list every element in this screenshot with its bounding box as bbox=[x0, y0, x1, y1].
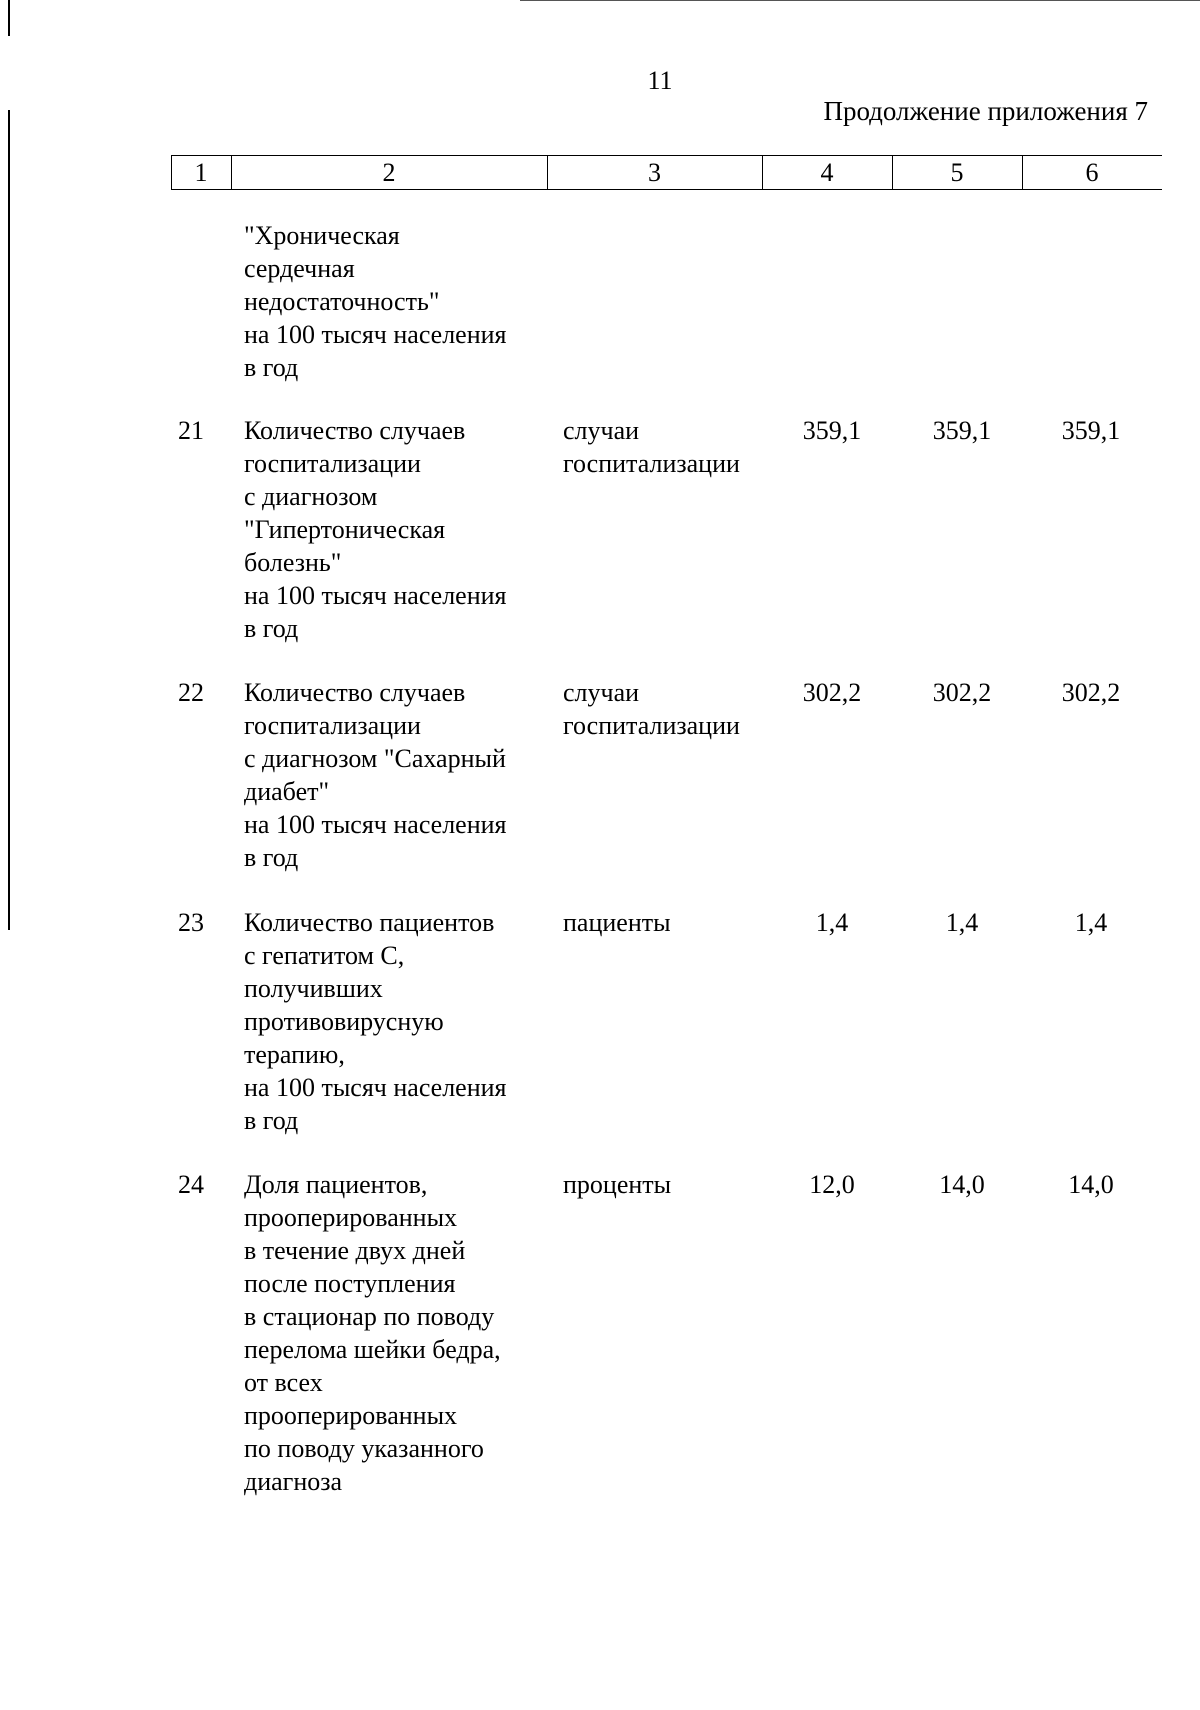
unit-text: пациенты bbox=[563, 908, 671, 937]
indicator-text: Количество случаев госпитализации с диагнозом "Гипертоническая болезнь" на 100 тысяч населения в год bbox=[244, 416, 507, 643]
unit-text: проценты bbox=[563, 1170, 672, 1199]
scan-edge-mark-top bbox=[8, 0, 10, 36]
scan-top-line bbox=[520, 0, 1200, 1]
indicator-text: "Хроническая сердечная недостаточность" на 100 тысяч населения в год bbox=[244, 221, 507, 382]
value-col-5: 302,2 bbox=[932, 678, 992, 707]
value-col-5: 1,4 bbox=[945, 908, 979, 937]
value-col-6: 14,0 bbox=[1068, 1170, 1114, 1199]
unit-text: случаи госпитализации bbox=[563, 416, 740, 478]
value-col-4: 12,0 bbox=[809, 1170, 855, 1199]
row-number: 24 bbox=[178, 1170, 204, 1199]
appendix-continuation-title: Продолжение приложения 7 bbox=[823, 96, 1148, 126]
value-col-6: 1,4 bbox=[1074, 908, 1108, 937]
header-col-2: 2 bbox=[382, 158, 396, 187]
value-col-6: 302,2 bbox=[1061, 678, 1121, 707]
value-col-4: 1,4 bbox=[815, 908, 849, 937]
indicator-text: Количество случаев госпитализации с диагнозом "Сахарный диабет" на 100 тысяч населения в год bbox=[244, 678, 507, 872]
header-col-5: 5 bbox=[950, 158, 964, 187]
indicator-text: Количество пациентов с гепатитом С, получивших противовирусную терапию, на 100 тысяч населения в год bbox=[244, 908, 507, 1135]
row-number: 22 bbox=[178, 678, 204, 707]
header-col-4: 4 bbox=[820, 158, 834, 187]
header-col-1: 1 bbox=[194, 158, 208, 187]
value-col-4: 359,1 bbox=[802, 416, 862, 445]
row-number: 23 bbox=[178, 908, 204, 937]
indicator-text: Доля пациентов, прооперированных в течение двух дней после поступления в стационар по поводу перелома шейки бедра, от всех прооперированных по поводу указанного диагноза bbox=[244, 1170, 501, 1496]
row-number: 21 bbox=[178, 416, 204, 445]
value-col-4: 302,2 bbox=[802, 678, 862, 707]
value-col-5: 14,0 bbox=[939, 1170, 985, 1199]
unit-text: случаи госпитализации bbox=[563, 678, 740, 740]
value-col-5: 359,1 bbox=[932, 416, 992, 445]
scan-edge-mark-left bbox=[8, 110, 10, 930]
table-header-row bbox=[171, 155, 1162, 190]
header-col-6: 6 bbox=[1085, 158, 1099, 187]
page-number: 11 bbox=[647, 66, 673, 95]
value-col-6: 359,1 bbox=[1061, 416, 1121, 445]
header-col-3: 3 bbox=[648, 158, 661, 187]
